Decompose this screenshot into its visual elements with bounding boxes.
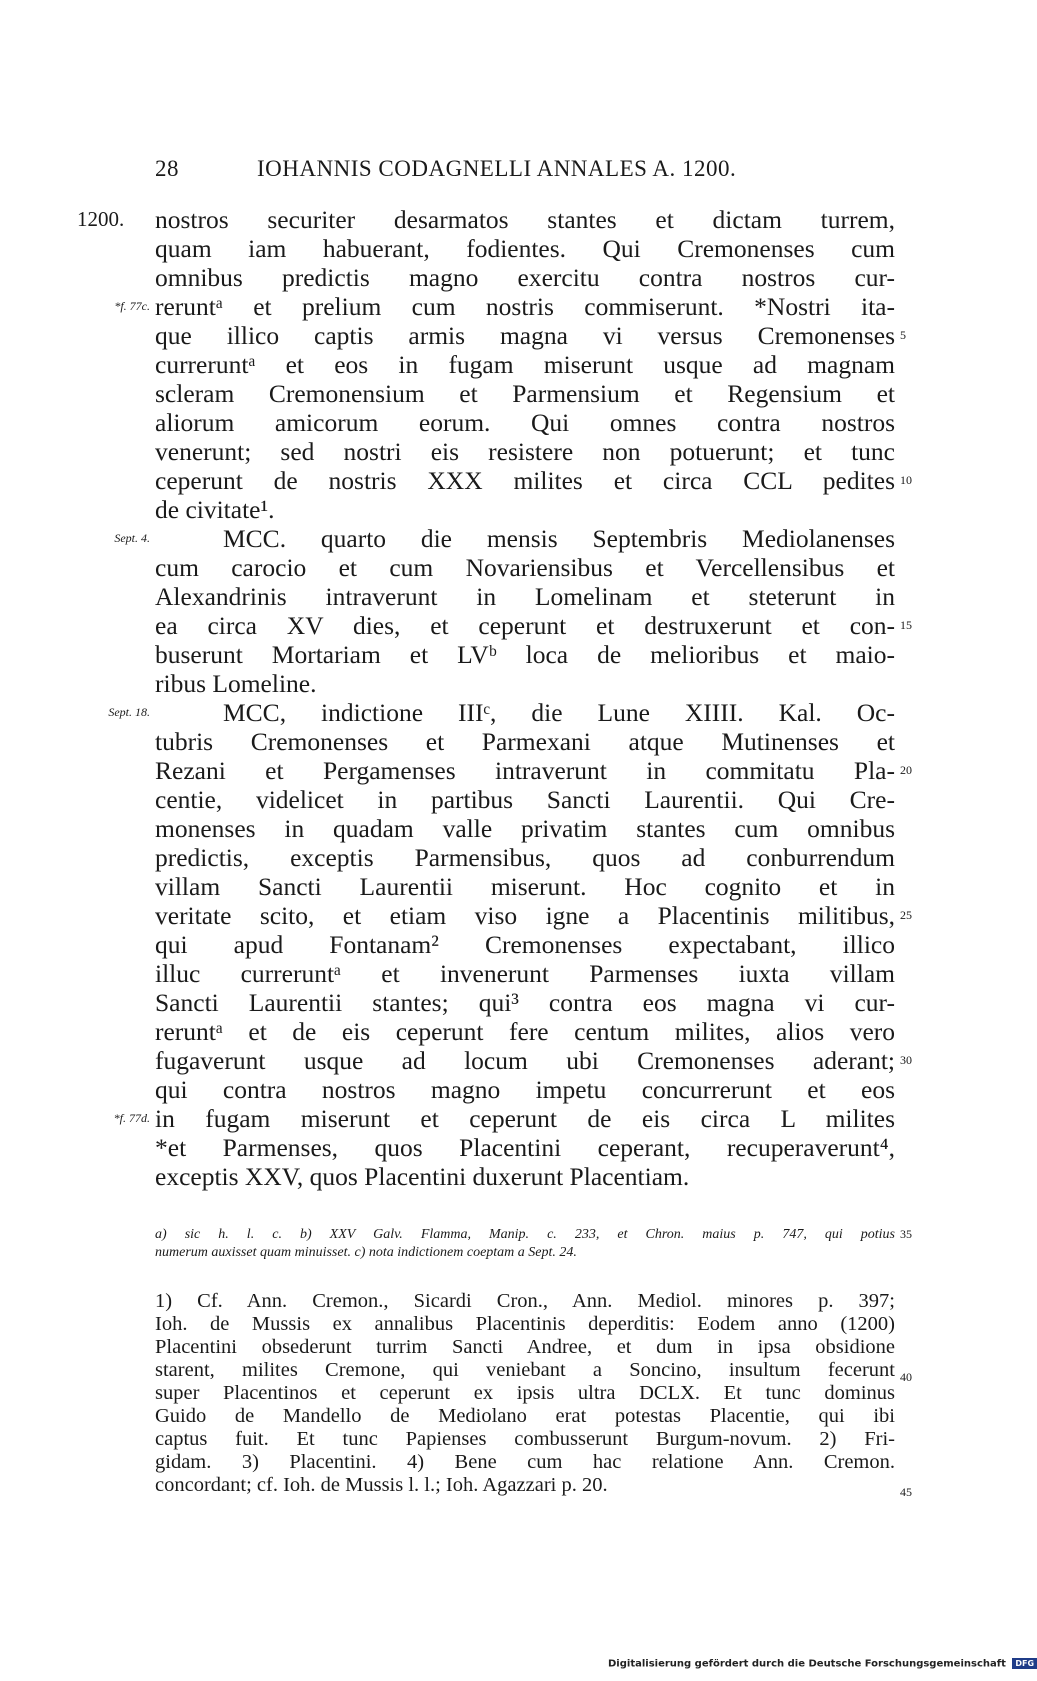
page-number: 28: [155, 156, 179, 181]
text-line: reruntᵃ et de eis ceperunt fere centum milites, alios vero: [155, 1017, 895, 1046]
text-line: predictis, exceptis Parmensibus, quos ad conburrendum: [155, 843, 895, 872]
text-line: in fugam miserunt et ceperunt de eis circa L milites: [155, 1104, 895, 1133]
footnote-line: Ioh. de Mussis ex annalibus Placentinis deperditis: Eodem anno (1200): [155, 1313, 895, 1335]
line-number: 35: [900, 1227, 912, 1241]
text-line: nostros securiter desarmatos stantes et dictam turrem,: [155, 205, 895, 234]
margin-folio-77c: *f. 77c.: [114, 299, 150, 313]
text-line: *et Parmenses, quos Placentini ceperant, recuperaverunt⁴,: [155, 1133, 895, 1162]
line-number: 30: [900, 1053, 912, 1067]
footnote-line: Guido de Mandello de Mediolano erat potestas Placentie, qui ibi: [155, 1405, 895, 1427]
text-line: reruntᵃ et prelium cum nostris commiserunt. *Nostri ita-: [155, 292, 895, 321]
text-line: qui apud Fontanam² Cremonenses expectabant, illico: [155, 930, 895, 959]
text-line: Sancti Laurentii stantes; qui³ contra eos magna vi cur-: [155, 988, 895, 1017]
text-line: Rezani et Pergamenses intraverunt in commitatu Pla-: [155, 756, 895, 785]
text-line: monenses in quadam valle privatim stantes cum omnibus: [155, 814, 895, 843]
text-line: ceperunt de nostris XXX milites et circa CCL pedites: [155, 466, 895, 495]
footnote-line: captus fuit. Et tunc Papienses combusserunt Burgum-novum. 2) Fri-: [155, 1428, 895, 1450]
footnote-line: Placentini obsederunt turrim Sancti Andree, et dum in ipsa obsidione: [155, 1336, 895, 1358]
text-line: illuc curreruntᵃ et invenerunt Parmenses iuxta villam: [155, 959, 895, 988]
text-line: MCC. quarto die mensis Septembris Mediolanenses: [223, 524, 895, 553]
text-line: ea circa XV dies, et ceperunt et destruxerunt et con-: [155, 611, 895, 640]
text-line: veritate scito, et etiam viso igne a Placentinis militibus,: [155, 901, 895, 930]
margin-date-sept-18: Sept. 18.: [108, 705, 150, 719]
text-line: que illico captis armis magna vi versus Cremonenses: [155, 321, 895, 350]
text-line: quam iam habuerant, fodientes. Qui Cremonenses cum: [155, 234, 895, 263]
credit-text: Digitalisierung gefördert durch die Deutsche Forschungsgemeinschaft: [608, 1658, 1006, 1670]
text-line: tubris Cremonenses et Parmexani atque Mutinenses et: [155, 727, 895, 756]
page-title: IOHANNIS CODAGNELLI ANNALES A. 1200.: [257, 156, 737, 181]
footnote-line: starent, milites Cremone, qui veniebant a Soncino, insultum fecerunt: [155, 1359, 895, 1381]
text-line: buserunt Mortariam et LVᵇ loca de melioribus et maio-: [155, 640, 895, 669]
text-line: Alexandrinis intraverunt in Lomelinam et steterunt in: [155, 582, 895, 611]
footnote-line: 1) Cf. Ann. Cremon., Sicardi Cron., Ann. Mediol. minores p. 397;: [155, 1290, 895, 1312]
text-line: villam Sancti Laurentii miserunt. Hoc cognito et in: [155, 872, 895, 901]
line-number: 45: [900, 1485, 912, 1499]
line-number: 15: [900, 618, 912, 632]
text-line: curreruntᵃ et eos in fugam miserunt usque ad magnam: [155, 350, 895, 379]
text-note-line: numerum auxisset quam minuisset. c) nota indictionem coeptam a Sept. 24.: [155, 1245, 577, 1260]
text-line: ribus Lomeline.: [155, 669, 317, 698]
line-number: 10: [900, 473, 912, 487]
line-number: 40: [900, 1370, 912, 1384]
line-number: 5: [900, 328, 906, 342]
text-note-line: a) sic h. l. c. b) XXV Galv. Flamma, Manip. c. 233, et Chron. maius p. 747, qui potius: [155, 1227, 895, 1242]
text-line: MCC, indictione IIIᶜ, die Lune XIIII. Kal. Oc-: [223, 698, 895, 727]
dfg-logo-icon: DFG: [1012, 1658, 1037, 1669]
margin-date-sept-4: Sept. 4.: [114, 531, 150, 545]
line-number: 25: [900, 908, 912, 922]
margin-folio-77d: *f. 77d.: [113, 1111, 150, 1125]
text-line: qui contra nostros magno impetu concurrerunt et eos: [155, 1075, 895, 1104]
text-line: venerunt; sed nostri eis resistere non potuerunt; et tunc: [155, 437, 895, 466]
footnote-line: super Placentinos et ceperunt ex ipsis ultra DCLX. Et tunc dominus: [155, 1382, 895, 1404]
margin-year: 1200.: [77, 207, 125, 231]
text-line: centie, videlicet in partibus Sancti Laurentii. Qui Cre-: [155, 785, 895, 814]
text-line: omnibus predictis magno exercitu contra nostros cur-: [155, 263, 895, 292]
line-number: 20: [900, 763, 912, 777]
text-line: scleram Cremonensium et Parmensium et Regensium et: [155, 379, 895, 408]
running-head: [155, 156, 795, 182]
text-line: cum carocio et cum Novariensibus et Vercellensibus et: [155, 553, 895, 582]
text-line: aliorum amicorum eorum. Qui omnes contra nostros: [155, 408, 895, 437]
text-line: fugaverunt usque ad locum ubi Cremonenses aderant;: [155, 1046, 895, 1075]
footnote-line: concordant; cf. Ioh. de Mussis l. l.; Ioh. Agazzari p. 20.: [155, 1474, 608, 1496]
digitization-credit: [608, 1658, 1037, 1670]
text-line: de civitate¹.: [155, 495, 275, 524]
footnote-line: gidam. 3) Placentini. 4) Bene cum hac relatione Ann. Cremon.: [155, 1451, 895, 1473]
text-line: exceptis XXV, quos Placentini duxerunt Placentiam.: [155, 1162, 690, 1191]
